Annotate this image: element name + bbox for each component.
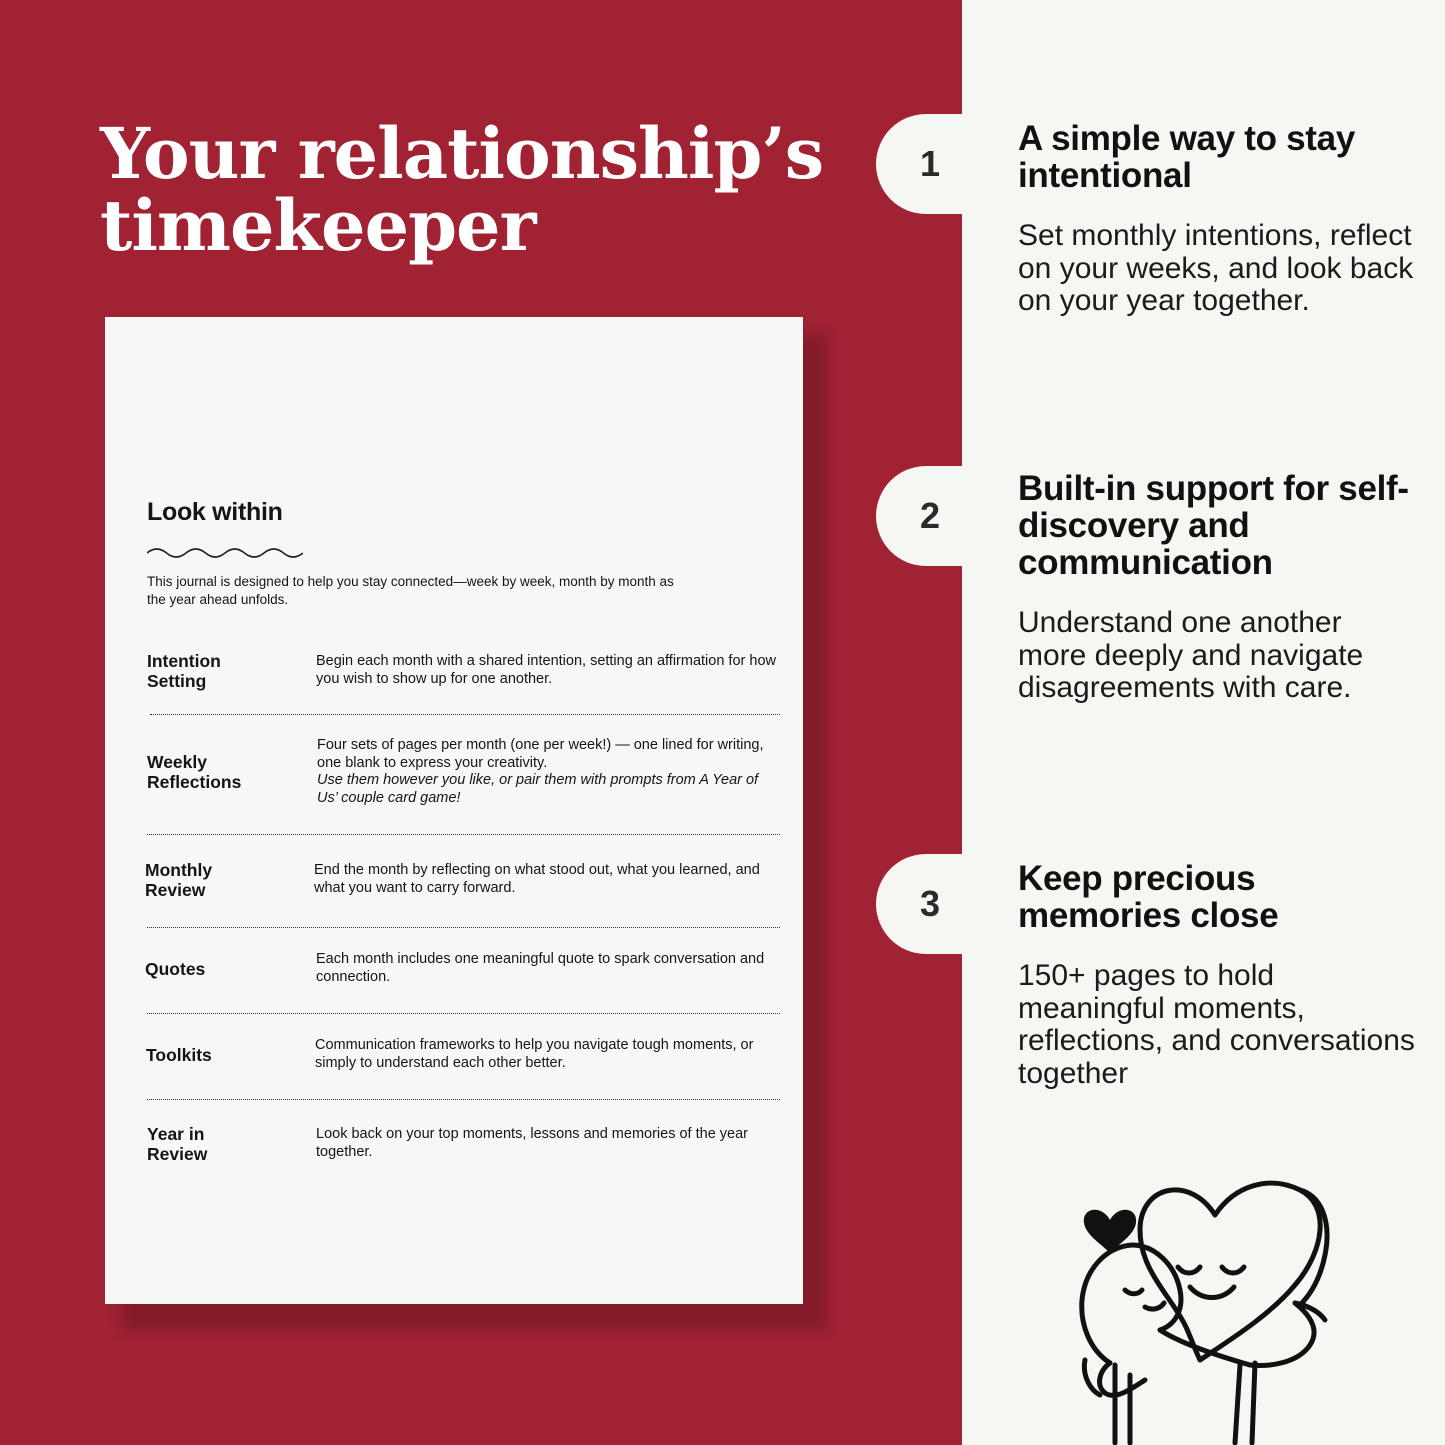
row-label [146,1045,276,1065]
feature-body: 150+ pages to hold meaningful moments, reflections, and conversations together [1018,959,1415,1090]
feature-body: Understand one another more deeply and navigate disagreements with care. [1018,606,1364,704]
row-label-line-1: Toolkits [146,1045,212,1065]
row-label [145,860,275,900]
row-label-line-1: Year in [147,1124,205,1144]
row-label [145,959,275,979]
step-number-badge-3: 3 [876,854,962,954]
row-divider [147,927,780,928]
row-divider [147,1099,780,1100]
step-number-badge-1: 1 [876,114,962,214]
row-divider [150,714,780,715]
headline-line-1: Your relationship’s [100,112,824,195]
row-label-line-1: Quotes [145,959,206,979]
row-description: Begin each month with a shared intention, setting an affirmation for how you wish to show up for one another. [316,653,776,687]
hugging-hearts-illustration-icon [1070,1175,1350,1445]
feature-title: A simple way to stay intentional [1018,119,1355,195]
row-label [147,752,277,792]
row-label-line-2: Setting [147,671,207,691]
row-label-line-1: Weekly [147,752,207,772]
feature-2 [1018,470,1418,705]
row-label [147,1124,277,1164]
feature-1 [1018,120,1418,318]
row-label-line-2: Review [147,1144,208,1164]
row-label [147,651,277,691]
row-label-line-2: Review [145,880,206,900]
row-description [317,737,782,807]
feature-body: Set monthly intentions, reflect on your weeks, and look back on your year together. [1018,219,1414,317]
row-label-line-2: Reflections [147,772,242,792]
row-description: End the month by reflecting on what stood out, what you learned, and what you want to carry forward. [314,862,760,896]
journal-page-title: Look within [147,498,283,526]
feature-title: Keep precious memories close [1018,859,1279,935]
row-divider [147,834,780,835]
row-description-italic: Use them however you like, or pair them with prompts from A Year of Us’ couple card game! [317,772,759,806]
wavy-divider-icon [147,545,303,561]
journal-page [105,317,803,1304]
feature-title: Built-in support for self-discovery and communication [1018,469,1409,582]
headline-line-2: timekeeper [100,184,536,267]
row-description: Each month includes one meaningful quote to spark conversation and connection. [316,951,765,985]
row-description: Look back on your top moments, lessons and memories of the year together. [316,1126,748,1160]
row-description: Communication frameworks to help you navigate tough moments, or simply to understand each other better. [315,1037,754,1071]
row-label-line-1: Intention [147,651,221,671]
headline [100,112,900,267]
step-number-badge-2: 2 [876,466,962,566]
journal-page-intro: This journal is designed to help you stay connected—week by week, month by month as the year ahead unfolds. [147,574,674,607]
row-description-text: Four sets of pages per month (one per week!) — one lined for writing, one blank to express your creativity. [317,737,764,771]
row-divider [147,1013,780,1014]
feature-3 [1018,860,1418,1090]
row-label-line-1: Monthly [145,860,213,880]
